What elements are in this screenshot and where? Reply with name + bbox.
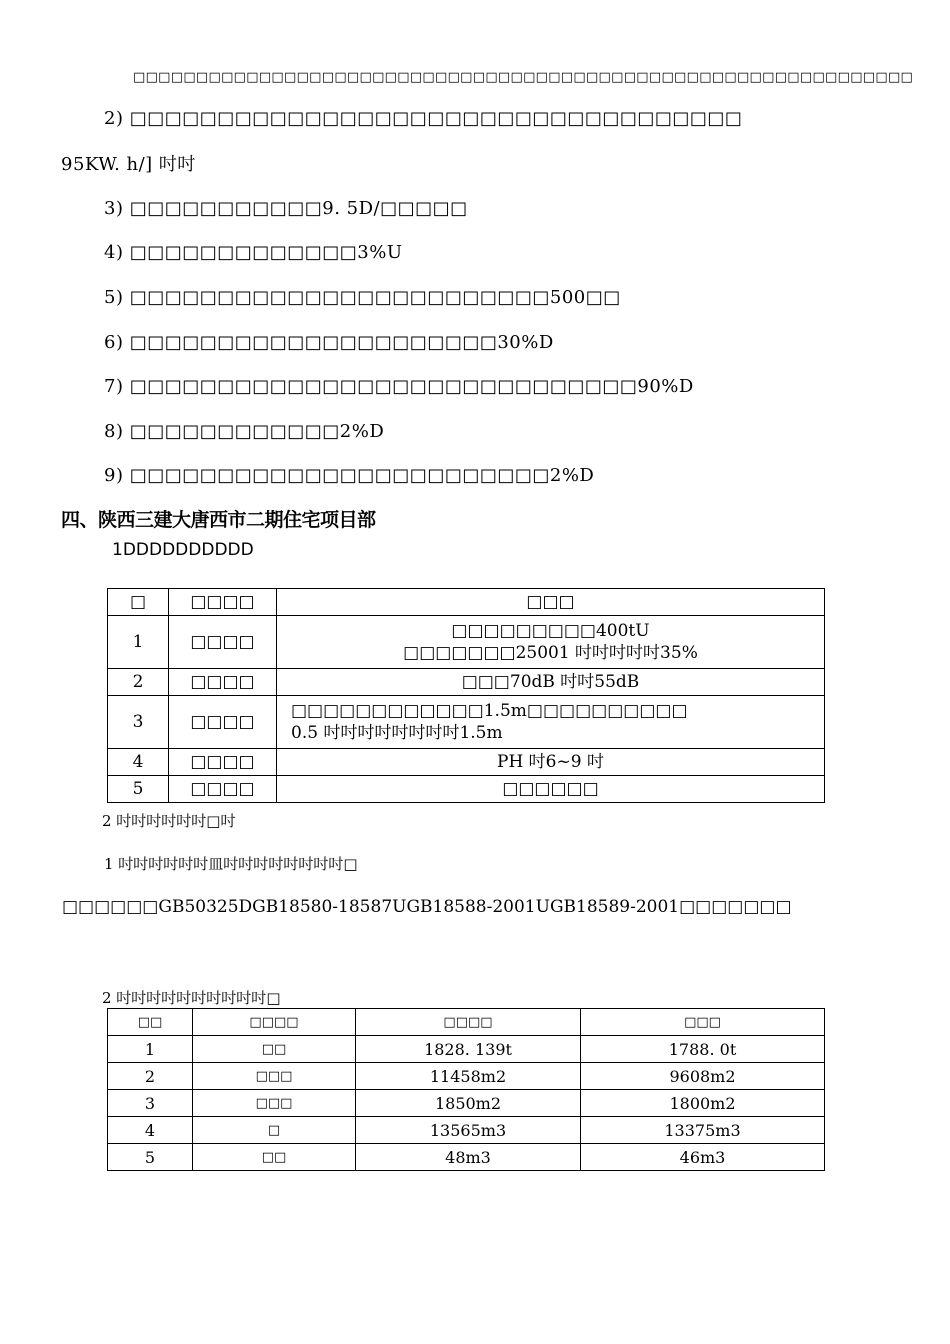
- table-cell: 48m3: [356, 1144, 581, 1171]
- table-cell: 9608m2: [581, 1063, 825, 1090]
- text-line-7: 7) □□□□□□□□□□□□□□□□□□□□□□□□□□□□□90%D: [104, 376, 694, 397]
- table-cell: PH 吋6~9 吋: [277, 749, 825, 776]
- text-line-3: 3) □□□□□□□□□□□9. 5D/□□□□□: [104, 198, 468, 219]
- table-cell: □□□: [193, 1090, 356, 1117]
- table-cell: □: [193, 1117, 356, 1144]
- table-cell: 1788. 0t: [581, 1036, 825, 1063]
- text-line-9: 9) □□□□□□□□□□□□□□□□□□□□□□□□2%D: [104, 465, 595, 486]
- table-row: [108, 1144, 825, 1171]
- table-cell: □□: [193, 1036, 356, 1063]
- table-cell: 13565m3: [356, 1117, 581, 1144]
- cell-line: □□□□□□□□□□□□1.5m□□□□□□□□□□: [291, 701, 688, 721]
- table-row: [108, 616, 825, 669]
- text-line-6: 6) □□□□□□□□□□□□□□□□□□□□□30%D: [104, 332, 554, 353]
- table-cell: 13375m3: [581, 1117, 825, 1144]
- table-cell: □□□□: [169, 669, 277, 696]
- note-a: 2 吋吋吋吋吋吋□吋: [102, 812, 236, 830]
- materials-table: [107, 1008, 825, 1171]
- cell-line: □□□□□□□□□400tU: [451, 621, 650, 641]
- table-header: □□: [108, 1009, 193, 1036]
- table-row: [108, 1117, 825, 1144]
- text-line-2-cont: 95KW. h/] 吋吋: [61, 154, 196, 175]
- section-heading: 四、陕西三建大唐西市二期住宅项目部: [61, 509, 376, 531]
- text-line-2: 2) □□□□□□□□□□□□□□□□□□□□□□□□□□□□□□□□□□□: [104, 108, 743, 129]
- table-header: □□□□: [356, 1009, 581, 1036]
- table-row: [108, 1036, 825, 1063]
- table-cell: 5: [108, 776, 169, 803]
- table-cell: 1850m2: [356, 1090, 581, 1117]
- table-row: [108, 696, 825, 749]
- table-cell: 1: [108, 616, 169, 669]
- table-cell: [277, 616, 825, 669]
- table-cell: □□□□□□: [277, 776, 825, 803]
- section-subheading: 1DDDDDDDDDD: [112, 540, 254, 560]
- table-cell: 2: [108, 1063, 193, 1090]
- text-line-4: 4) □□□□□□□□□□□□□3%U: [104, 242, 403, 263]
- table-row: [108, 669, 825, 696]
- table-cell: 4: [108, 749, 169, 776]
- table-cell: 4: [108, 1117, 193, 1144]
- table-header: □: [108, 589, 169, 616]
- table-cell: □□□□: [169, 696, 277, 749]
- table-cell: [277, 696, 825, 749]
- note-b: 1 吋吋吋吋吋吋皿吋吋吋吋吋吋吋吋□: [104, 855, 358, 873]
- table-cell: 46m3: [581, 1144, 825, 1171]
- table-row: [108, 749, 825, 776]
- note-c: 2 吋吋吋吋吋吋吋吋吋吋□: [102, 989, 281, 1007]
- text-line-8: 8) □□□□□□□□□□□□2%D: [104, 421, 385, 442]
- table-cell: 2: [108, 669, 169, 696]
- table-cell: 1828. 139t: [356, 1036, 581, 1063]
- table-cell: □□□: [193, 1063, 356, 1090]
- table-row: [108, 1090, 825, 1117]
- table-row: [108, 776, 825, 803]
- standards-line: □□□□□□GB50325DGB18580-18587UGB18588-2001UGB18589-2001□□□□□□□: [62, 897, 792, 917]
- table-cell: 5: [108, 1144, 193, 1171]
- table-header: □□□□: [169, 589, 277, 616]
- table-cell: 3: [108, 1090, 193, 1117]
- cell-line: □□□□□□□25001 吋吋吋吋吋35%: [403, 643, 698, 663]
- table-row: [108, 1063, 825, 1090]
- table-cell: □□□70dB 吋吋55dB: [277, 669, 825, 696]
- table-header: □□□: [277, 589, 825, 616]
- cell-line: 0.5 吋吋吋吋吋吋吋吋1.5m: [291, 723, 503, 743]
- table-cell: □□□□: [169, 749, 277, 776]
- table-cell: □□□□: [169, 616, 277, 669]
- text-line-0: □□□□□□□□□□□□□□□□□□□□□□□□□□□□□□□□□□□□□□□□□□□□□□□□□□□□□□□□□□□□□□: [133, 70, 914, 85]
- table-cell: 1: [108, 1036, 193, 1063]
- table-cell: 1800m2: [581, 1090, 825, 1117]
- table-cell: □□: [193, 1144, 356, 1171]
- table-cell: 11458m2: [356, 1063, 581, 1090]
- measures-table: [107, 588, 825, 803]
- table-cell: 3: [108, 696, 169, 749]
- text-line-5: 5) □□□□□□□□□□□□□□□□□□□□□□□□500□□: [104, 287, 621, 308]
- table-cell: □□□□: [169, 776, 277, 803]
- table-header: □□□□: [193, 1009, 356, 1036]
- table-header: □□□: [581, 1009, 825, 1036]
